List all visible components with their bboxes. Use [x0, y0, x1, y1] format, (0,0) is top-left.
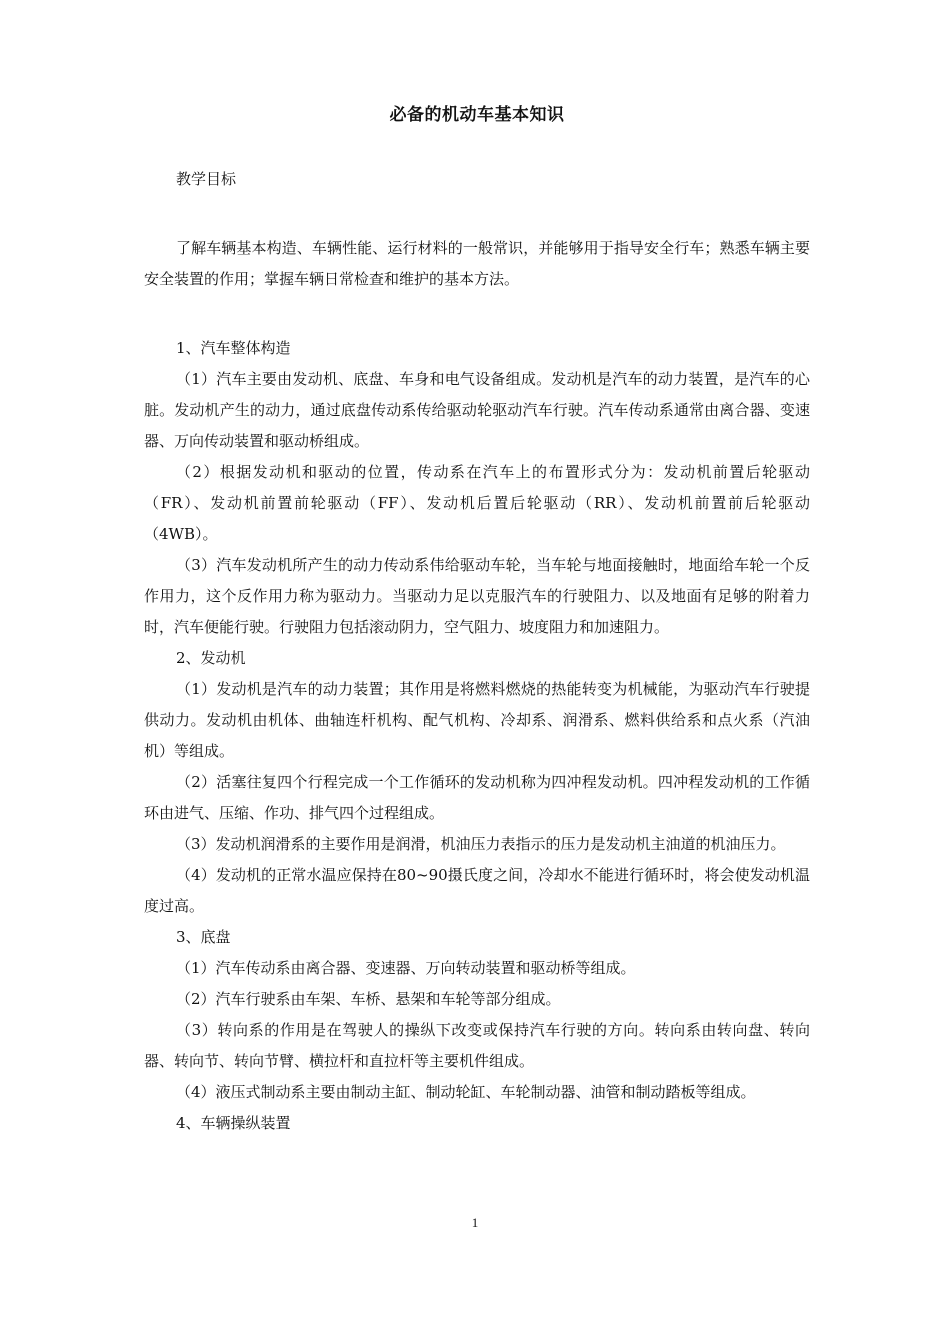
section-paragraph: （3）发动机润滑系的主要作用是润滑，机油压力表指示的压力是发动机主油道的机油压力。	[176, 835, 786, 853]
document-body	[144, 100, 810, 1139]
section-paragraph: （1）汽车主要由发动机、底盘、车身和电气设备组成。发动机是汽车的动力装置，是汽车的心脏。发动机产生的动力，通过底盘传动系传给驱动轮驱动汽车行驶。汽车传动系通常由离合器、变速器、万向传动装置和驱动桥组成。	[144, 370, 810, 450]
section-paragraph: （4）发动机的正常水温应保持在80~90摄氏度之间，冷却水不能进行循环时，将会使发动机温度过高。	[144, 866, 810, 915]
section-heading: 3、底盘	[176, 928, 231, 946]
section-paragraph: （1）汽车传动系由离合器、变速器、万向转动装置和驱动桥等组成。	[176, 959, 636, 977]
section-heading: 2、发动机	[176, 649, 246, 667]
page-number: 1	[471, 1215, 479, 1230]
section-paragraph: （2）根据发动机和驱动的位置，传动系在汽车上的布置形式分为：发动机前置后轮驱动（FR）、发动机前置前轮驱动（FF）、发动机后置后轮驱动（RR）、发动机前置前后轮驱动（4WB）。	[144, 463, 810, 543]
section-paragraph: （3）转向系的作用是在驾驶人的操纵下改变或保持汽车行驶的方向。转向系由转向盘、转向器、转向节、转向节臂、横拉杆和直拉杆等主要机件组成。	[144, 1021, 810, 1070]
section-paragraph: （1）发动机是汽车的动力装置；其作用是将燃料燃烧的热能转变为机械能，为驱动汽车行驶提供动力。发动机由机体、曲轴连杆机构、配气机构、冷却系、润滑系、燃料供给系和点火系（汽油机）等组成。	[144, 680, 810, 760]
objectives-heading: 教学目标	[176, 170, 237, 188]
section-paragraph: （2）汽车行驶系由车架、车桥、悬架和车轮等部分组成。	[176, 990, 561, 1008]
section-paragraph: （3）汽车发动机所产生的动力传动系伟给驱动车轮，当车轮与地面接触时，地面给车轮一个反作用力，这个反作用力称为驱动力。当驱动力足以克服汽车的行驶阻力、以及地面有足够的附着力时，汽车便能行驶。行驶阻力包括滚动阴力，空气阻力、坡度阻力和加速阻力。	[144, 556, 810, 636]
page-title: 必备的机动车基本知识	[389, 105, 565, 125]
section-paragraph: （4）液压式制动系主要由制动主缸、制动轮缸、车轮制动器、油管和制动踏板等组成。	[176, 1083, 756, 1101]
section-paragraph: （2）活塞往复四个行程完成一个工作循环的发动机称为四冲程发动机。四冲程发动机的工作循环由进气、压缩、作功、排气四个过程组成。	[144, 773, 810, 822]
section-heading: 4、车辆操纵装置	[176, 1114, 291, 1132]
section-heading: 1、汽车整体构造	[176, 339, 291, 357]
objectives-text: 了解车辆基本构造、车辆性能、运行材料的一般常识，并能够用于指导安全行车；熟悉车辆主要安全装置的作用；掌握车辆日常检查和维护的基本方法。	[144, 239, 810, 288]
